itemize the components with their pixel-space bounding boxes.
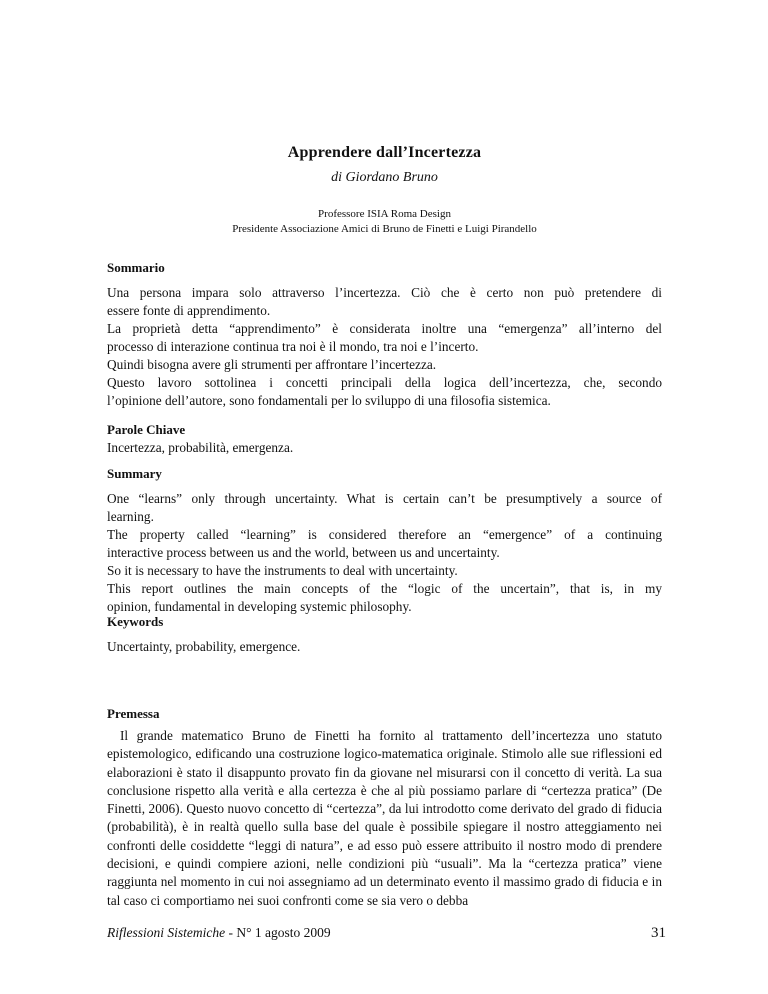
sommario-line: Questo lavoro sottolinea i concetti principali della logica dell’incertezza, che, secondo: [107, 375, 662, 390]
premessa-paragraph: Il grande matematico Bruno de Finetti ha fornito al trattamento dell’incertezza uno statuto epistemologico, edificando una costruzione logico-matematica originale. Stimolo alle sue riflessioni ed elaborazioni è stato il disappunto provato fin da giovane nel misurarsi con il concetto di verità. La sua conclusione rispetto alla verità e alla certezza è che al più possiamo parlare di “certezza pratica” (De Finetti, 2006). Questo nuovo concetto di “certezza”, da lui introdotto come derivato del grado di fiducia (probabilità), è in realtà quello sulla base del quale è possibile spiegare il nostro atteggiamento nei confronti delle cosiddette “leggi di natura”, e ad esso può essere attribuito il nostro modo di prendere decisioni, e quindi compiere azioni, nelle condizioni più “usuali”. Ma la “certezza pratica” viene raggiunta nel momento in cui noi assegniamo ad un determinato evento il massimo grado di fiducia e in tal caso ci comportiamo nei suoi confronti come se sia vero o debba: [107, 728, 662, 908]
keywords-section: [107, 614, 662, 656]
page-footer: [107, 925, 666, 941]
sommario-line: essere fonte di apprendimento.: [107, 303, 271, 318]
premessa-section: [107, 706, 662, 910]
sommario-line: Una persona impara solo attraverso l’incertezza. Ciò che è certo non può pretendere di: [107, 285, 662, 300]
summary-line: The property called “learning” is considered therefore an “emergence” of a continuing: [107, 527, 662, 542]
summary-line: One “learns” only through uncertainty. What is certain can’t be presumptively a source of: [107, 491, 662, 506]
journal-name: Riflessioni Sistemiche: [107, 925, 226, 940]
author-affiliation-2: Presidente Associazione Amici di Bruno de Finetti e Luigi Pirandello: [232, 223, 537, 235]
summary-line: So it is necessary to have the instruments to deal with uncertainty.: [107, 563, 458, 578]
sommario-line: l’opinione dell’autore, sono fondamentali per lo sviluppo di una filosofia sistemica.: [107, 393, 551, 408]
sommario-line: processo di interazione continua tra noi è il mondo, tra noi e l’incerto.: [107, 339, 479, 354]
sommario-line: Quindi bisogna avere gli strumenti per affrontare l’incertezza.: [107, 357, 437, 372]
parole-chiave-text: Incertezza, probabilità, emergenza.: [107, 440, 294, 455]
sommario-text: [107, 284, 662, 410]
summary-line: interactive process between us and the world, between us and uncertainty.: [107, 545, 500, 560]
premessa-heading: Premessa: [107, 706, 160, 721]
summary-heading: Summary: [107, 466, 162, 481]
summary-line: learning.: [107, 509, 154, 524]
keywords-text: Uncertainty, probability, emergence.: [107, 639, 301, 654]
page-number: 31: [651, 925, 666, 941]
parole-chiave-heading: Parole Chiave: [107, 422, 186, 437]
keywords-heading: Keywords: [107, 614, 164, 629]
author-affiliation-1: Professore ISIA Roma Design: [318, 208, 451, 220]
journal-issue: - N° 1 agosto 2009: [225, 925, 331, 940]
sommario-section: [107, 260, 662, 410]
sommario-heading: Sommario: [107, 260, 165, 275]
sommario-line: La proprietà detta “apprendimento” è considerata inoltre una “emergenza” all’interno del: [107, 321, 662, 336]
summary-line: opinion, fundamental in developing systemic philosophy.: [107, 599, 412, 614]
paper-author: di Giordano Bruno: [331, 170, 438, 185]
summary-line: This report outlines the main concepts of the “logic of the uncertain”, that is, in my: [107, 581, 662, 596]
paper-title: Apprendere dall’Incertezza: [287, 144, 482, 161]
parole-chiave-section: [107, 422, 662, 457]
summary-text: [107, 490, 662, 616]
summary-section: [107, 466, 662, 616]
